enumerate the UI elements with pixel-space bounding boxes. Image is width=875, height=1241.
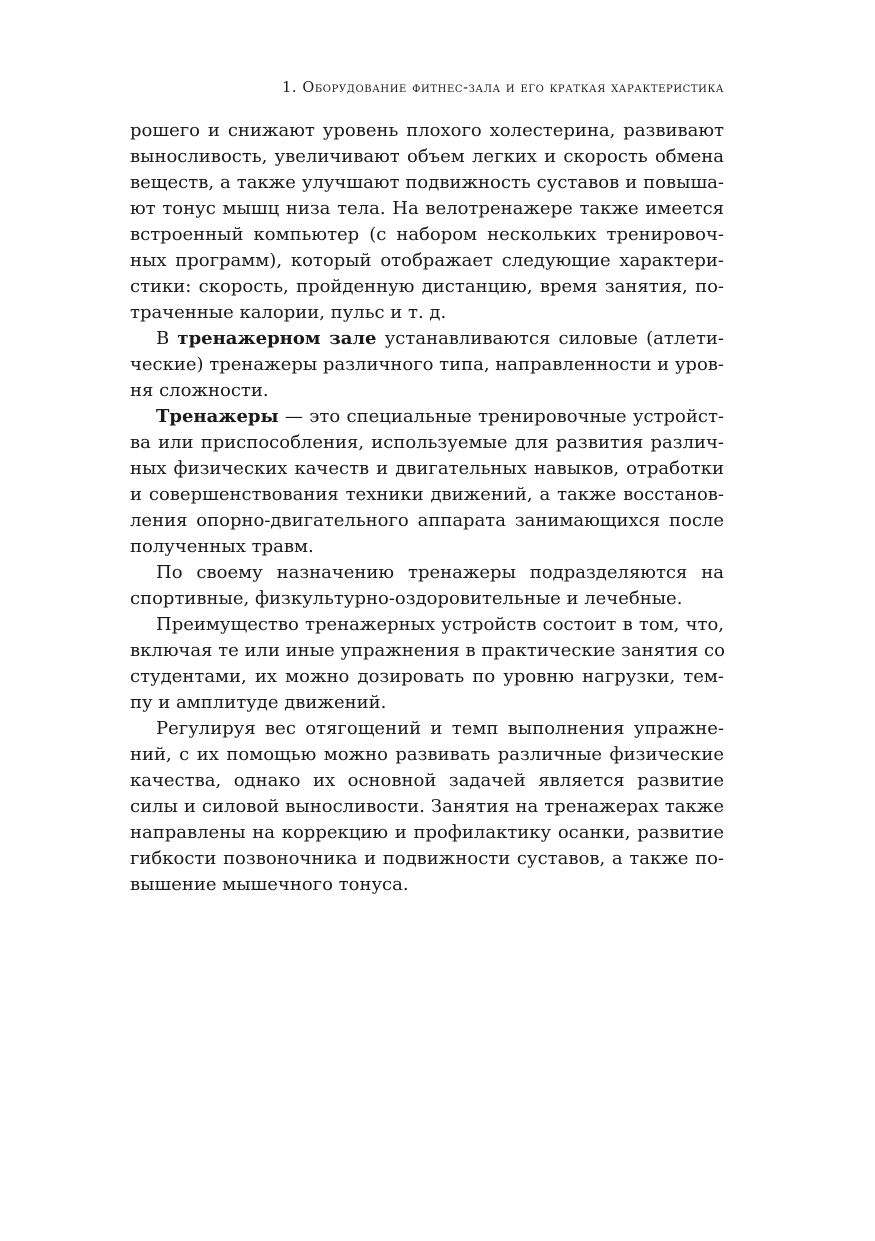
text-line: пу и амплитуде движений. bbox=[130, 692, 387, 713]
text-line: ня сложности. bbox=[130, 380, 269, 401]
text-line: ления опорно-двигательного аппарата занимающихся после bbox=[130, 510, 724, 531]
bold-term: тренажерном зале bbox=[177, 328, 377, 349]
paragraph bbox=[130, 612, 724, 716]
text-line bbox=[130, 326, 724, 352]
paragraph bbox=[130, 716, 724, 898]
paragraph bbox=[130, 326, 724, 404]
text-line: силы и силовой выносливости. Занятия на тренажерах также bbox=[130, 796, 724, 817]
body-text bbox=[130, 118, 724, 898]
paragraph bbox=[130, 118, 724, 326]
text-line bbox=[130, 404, 724, 430]
text-line: гибкости позвоночника и подвижности суставов, а также по- bbox=[130, 848, 724, 869]
text-line: По своему назначению тренажеры подразделяются на bbox=[156, 562, 724, 583]
text-line: траченные калории, пульс и т. д. bbox=[130, 302, 447, 323]
text-line: ют тонус мышц низа тела. На велотренажере также имеется bbox=[130, 198, 724, 219]
text-line: выносливость, увеличивают объем легких и скорость обмена bbox=[130, 146, 724, 167]
bold-term: Тренажеры bbox=[156, 406, 279, 427]
text-line: стики: скорость, пройденную дистанцию, время занятия, по- bbox=[130, 276, 724, 297]
paragraph bbox=[130, 404, 724, 560]
text-line: Регулируя вес отягощений и темп выполнения упражне- bbox=[156, 718, 724, 739]
text-line: веществ, а также улучшают подвижность суставов и повыша- bbox=[130, 172, 724, 193]
line-rest: — это специальные тренировочные устройст- bbox=[278, 406, 724, 427]
text-line: ний, с их помощью можно развивать различные физические bbox=[130, 744, 724, 765]
text-line: рошего и снижают уровень плохого холестерина, развивают bbox=[130, 120, 724, 141]
text-line: спортивные, физкультурно-оздоровительные и лечебные. bbox=[130, 588, 683, 609]
text-line: ных физических качеств и двигательных навыков, отработки bbox=[130, 458, 724, 479]
text-line: ва или приспособления, используемые для развития различ- bbox=[130, 432, 724, 453]
text-line: ческие) тренажеры различного типа, направленности и уров- bbox=[130, 354, 724, 375]
text-line: вышение мышечного тонуса. bbox=[130, 874, 409, 895]
text-line: студентами, их можно дозировать по уровню нагрузки, тем- bbox=[130, 666, 724, 687]
line-prefix: В bbox=[156, 328, 178, 349]
text-line: направлены на коррекцию и профилактику осанки, развитие bbox=[130, 822, 724, 843]
line-rest: устанавливаются силовые (атлети- bbox=[376, 328, 724, 349]
text-line: встроенный компьютер (с набором нескольких тренировоч- bbox=[130, 224, 724, 245]
text-line: полученных травм. bbox=[130, 536, 314, 557]
running-head: 1. Оборудование фитнес-зала и его краткая характеристика bbox=[282, 80, 724, 96]
text-line: и совершенствования техники движений, а также восстанов- bbox=[130, 484, 724, 505]
text-line: ных программ), который отображает следующие характери- bbox=[130, 250, 724, 271]
text-line: качества, однако их основной задачей является развитие bbox=[130, 770, 724, 791]
text-line: Преимущество тренажерных устройств состоит в том, что, bbox=[156, 614, 724, 635]
paragraph bbox=[130, 560, 724, 612]
text-line: включая те или иные упражнения в практические занятия со bbox=[130, 640, 725, 661]
